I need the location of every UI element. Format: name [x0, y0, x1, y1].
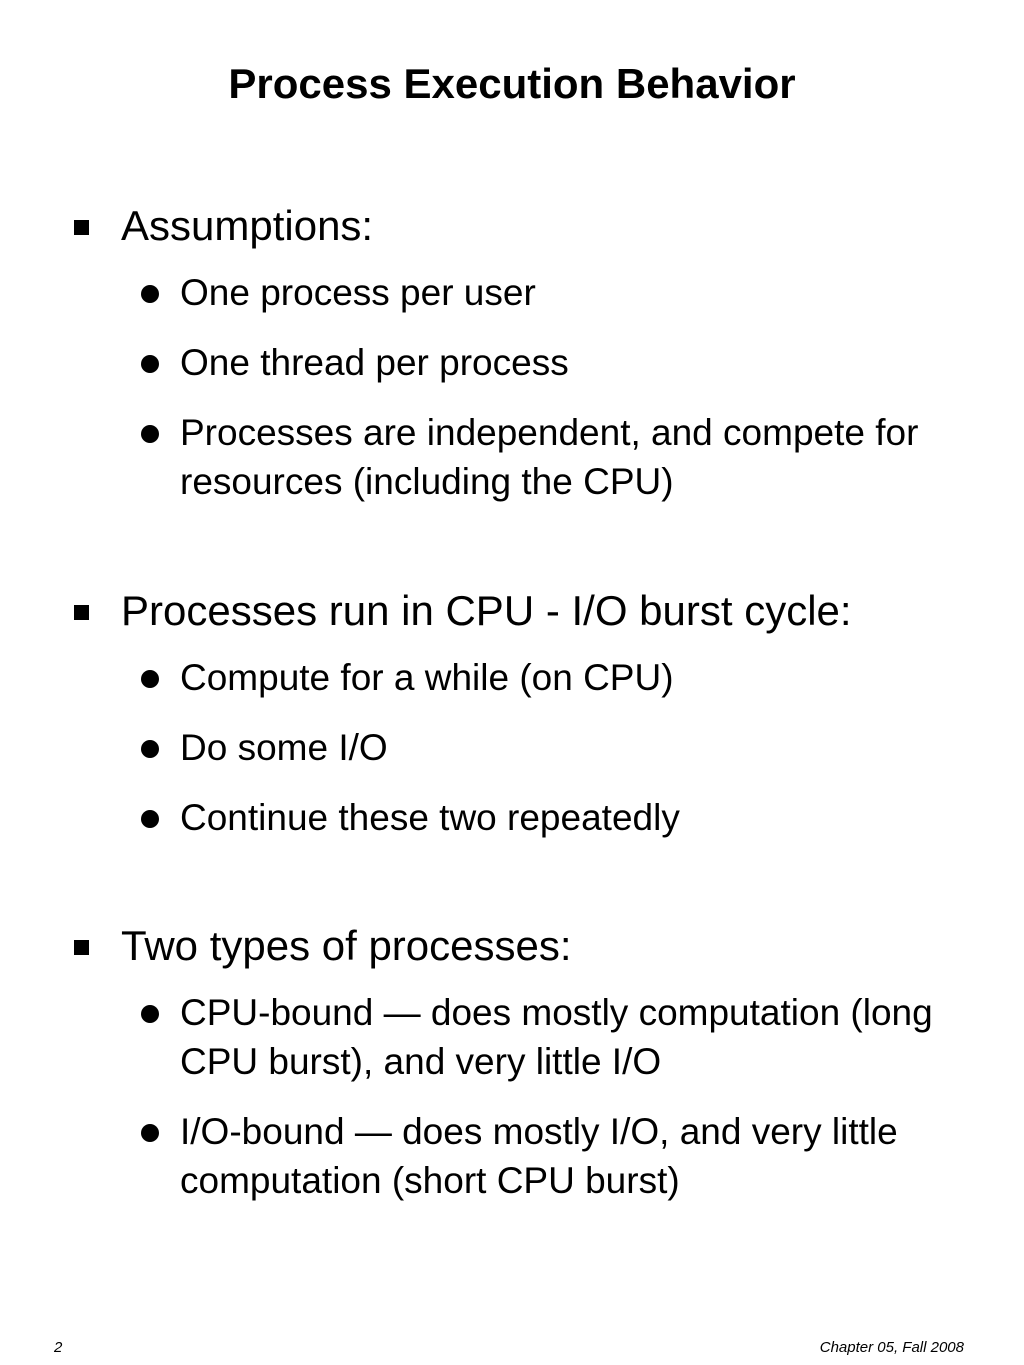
round-bullet-icon [141, 355, 159, 373]
list-item-text: Compute for a while (on CPU) [180, 657, 674, 698]
list-item [0, 723, 1024, 772]
round-bullet-icon [141, 810, 159, 828]
bullet-list [0, 268, 1024, 506]
page-number: 2 [54, 1339, 63, 1356]
round-bullet-icon [141, 425, 159, 443]
round-bullet-icon [141, 1005, 159, 1023]
section-process-types [0, 918, 1024, 1226]
footer-chapter: Chapter 05, Fall 2008 [819, 1339, 964, 1356]
list-item-text: One thread per process [180, 342, 569, 383]
list-item-text: Processes are independent, and compete for resources (including the CPU) [180, 412, 919, 502]
list-item-text: One process per user [180, 272, 536, 313]
round-bullet-icon [141, 670, 159, 688]
list-item-text: Continue these two repeatedly [180, 797, 680, 838]
round-bullet-icon [141, 740, 159, 758]
round-bullet-icon [141, 285, 159, 303]
list-item [0, 338, 1024, 387]
section-burst-cycle [0, 583, 1024, 863]
list-item-text: I/O-bound — does mostly I/O, and very little computation (short CPU burst) [180, 1111, 898, 1201]
section-heading-row [0, 918, 1024, 974]
section-assumptions [0, 198, 1024, 527]
bullet-list [0, 653, 1024, 842]
square-bullet-icon [74, 220, 89, 235]
section-heading: Assumptions: [121, 202, 374, 249]
list-item [0, 653, 1024, 702]
section-heading-row [0, 583, 1024, 639]
list-item [0, 793, 1024, 842]
list-item-text: CPU-bound — does mostly computation (long CPU burst), and very little I/O [180, 992, 933, 1082]
section-heading: Processes run in CPU - I/O burst cycle: [121, 587, 852, 634]
list-item [0, 268, 1024, 317]
list-item-text: Do some I/O [180, 727, 388, 768]
round-bullet-icon [141, 1124, 159, 1142]
list-item [0, 408, 1024, 506]
section-heading: Two types of processes: [121, 922, 572, 969]
bullet-list [0, 988, 1024, 1205]
list-item [0, 1107, 1024, 1205]
section-heading-row [0, 198, 1024, 254]
square-bullet-icon [74, 605, 89, 620]
slide-title: Process Execution Behavior [228, 60, 796, 107]
square-bullet-icon [74, 940, 89, 955]
list-item [0, 988, 1024, 1086]
